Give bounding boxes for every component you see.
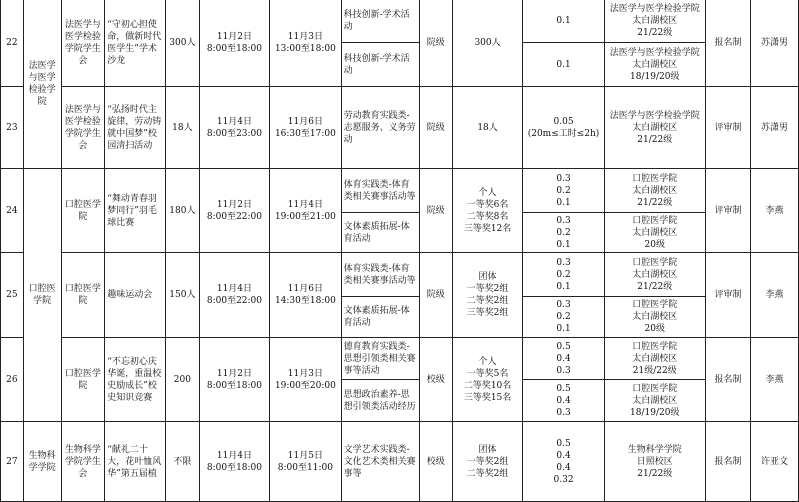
activity-time: 11月3日 13:00至18:00 — [270, 0, 341, 87]
contact-person: 苏潇男 — [751, 87, 799, 169]
activity-name: “献礼二十大，花叶恤风华”第五届植 — [105, 422, 166, 502]
organizer-cell: 生物科学学院学生会 — [61, 422, 105, 502]
selection-method: 评审制 — [705, 169, 750, 253]
target-audience: 口腔医学院 太白湖校区 21/22级 — [604, 169, 705, 213]
target-audience: 口腔医学院 太白湖校区 18/19/20级 — [604, 380, 705, 422]
credit-category: 体育实践类-体育类相关赛事活动等 — [341, 253, 419, 297]
registration-time: 11月2日 8:00至18:00 — [199, 338, 270, 422]
credit-category: 劳动教育实践类-志愿服务、义务劳动 — [341, 87, 419, 169]
credit-category: 文体素质拓展-体育活动 — [341, 297, 419, 338]
table-row — [1, 253, 799, 297]
activity-level: 院级 — [419, 169, 452, 253]
table-row — [1, 338, 799, 380]
activity-name: “舞动青春羽梦同行”羽毛球比赛 — [105, 169, 166, 253]
activity-level: 校级 — [419, 422, 452, 502]
credit-values: 0.05 (20m≤工时≤2h) — [523, 87, 604, 169]
participant-count: 200 — [166, 338, 200, 422]
credit-category: 德育教育实践类-思想引领类相关赛事等活动 — [341, 338, 419, 380]
credit-category: 文体素质拓展-体育活动 — [341, 213, 419, 253]
credit-category: 体育实践类-体育类相关赛事活动等 — [341, 169, 419, 213]
award-scale: 团体 一等奖2组 二等奖2组 — [452, 422, 523, 502]
credit-values: 0.5 0.4 0.4 0.32 — [523, 422, 604, 502]
credit-category: 科技创新-学术活动 — [341, 43, 419, 87]
college-cell: 生物科学学院 — [23, 422, 61, 502]
activity-name: “弘扬时代主旋律，劳动铸就中国梦”校园清扫活动 — [105, 87, 166, 169]
participant-count: 180人 — [166, 169, 200, 253]
activity-time: 11月6日 14:30至18:00 — [270, 253, 341, 338]
college-cell: 法医学与医学检验学院 — [23, 0, 61, 169]
credit-values: 0.5 0.4 0.3 — [523, 380, 604, 422]
organizer-cell: 口腔医学院 — [61, 169, 105, 253]
organizer-cell: 法医学与医学检验学院学生会 — [61, 0, 105, 87]
target-audience: 法医学与医学检验学院 太白湖校区 18/19/20级 — [604, 43, 705, 87]
award-scale: 个人 一等奖5名 二等奖10名 三等奖15名 — [452, 338, 523, 422]
organizer-cell: 口腔医学院 — [61, 253, 105, 338]
participant-count: 18人 — [166, 87, 200, 169]
row-number: 26 — [1, 338, 24, 422]
contact-person: 李燕 — [751, 169, 799, 253]
selection-method: 评审制 — [705, 253, 750, 338]
table-row — [1, 169, 799, 213]
registration-time: 11月2日 8:00至18:00 — [199, 0, 270, 87]
participant-count: 300人 — [166, 0, 200, 87]
target-audience: 法医学与医学检验学院 太白湖校区 21/22级 — [604, 87, 705, 169]
contact-person: 李燕 — [751, 338, 799, 422]
activity-level: 院级 — [419, 87, 452, 169]
credit-values: 0.1 — [523, 0, 604, 43]
award-scale: 300人 — [452, 0, 523, 87]
credit-values: 0.3 0.2 0.1 — [523, 253, 604, 297]
credit-category: 思想政治素养-思想引领类活动经历 — [341, 380, 419, 422]
row-number: 25 — [1, 253, 24, 338]
contact-person: 苏潇男 — [751, 0, 799, 87]
row-number: 23 — [1, 87, 24, 169]
target-audience: 口腔医学院 太白湖校区 21/22级 — [604, 253, 705, 297]
credit-values: 0.1 — [523, 43, 604, 87]
row-number: 24 — [1, 169, 24, 253]
credit-category: 科技创新-学术活动 — [341, 0, 419, 43]
selection-method: 报名制 — [705, 338, 750, 422]
organizer-cell: 法医学与医学检验学院学生会 — [61, 87, 105, 169]
organizer-cell: 口腔医学院 — [61, 338, 105, 422]
activity-time: 11月5日 8:00至11:00 — [270, 422, 341, 502]
row-number: 22 — [1, 0, 24, 87]
activity-level: 院级 — [419, 253, 452, 338]
table-row — [1, 87, 799, 169]
activity-time: 11月4日 19:00至21:00 — [270, 169, 341, 253]
activity-name: “不忘初心庆华诞，重温校史励成长”校史知识竞赛 — [105, 338, 166, 422]
credit-values: 0.5 0.4 0.3 — [523, 338, 604, 380]
table-row — [1, 0, 799, 43]
activity-name: 趣味运动会 — [105, 253, 166, 338]
activity-time: 11月6日 16:30至17:00 — [270, 87, 341, 169]
selection-method: 报名制 — [705, 0, 750, 87]
activity-level: 院级 — [419, 0, 452, 87]
participant-count: 150人 — [166, 253, 200, 338]
award-scale: 团体 一等奖2组 二等奖2组 三等奖2组 — [452, 253, 523, 338]
credit-category: 文学艺术实践类-文化艺术类相关赛事等 — [341, 422, 419, 502]
target-audience: 口腔医学院 太白湖校区 20级 — [604, 213, 705, 253]
registration-time: 11月2日 8:00至22:00 — [199, 169, 270, 253]
target-audience: 口腔医学院 太白湖校区 20级 — [604, 297, 705, 338]
selection-method: 评审制 — [705, 87, 750, 169]
registration-time: 11月4日 8:00至18:00 — [199, 422, 270, 502]
row-number: 27 — [1, 422, 24, 502]
registration-time: 11月4日 8:00至22:00 — [199, 253, 270, 338]
target-audience: 生物科学学院 日照校区 21/22级 — [604, 422, 705, 502]
contact-person: 许亚文 — [751, 422, 799, 502]
award-scale: 18人 — [452, 87, 523, 169]
target-audience: 口腔医学院 太白湖校区 21级/22级 — [604, 338, 705, 380]
registration-time: 11月4日 8:00至23:00 — [199, 87, 270, 169]
contact-person: 李燕 — [751, 253, 799, 338]
target-audience: 法医学与医学检验学院 太白湖校区 21/22级 — [604, 0, 705, 43]
table-row — [1, 422, 799, 502]
credit-values: 0.3 0.2 0.1 — [523, 169, 604, 213]
college-cell: 口腔医学院 — [23, 169, 61, 422]
activity-time: 11月3日 19:00至20:00 — [270, 338, 341, 422]
activity-name: “守初心担使命，做新时代医学生”学术沙龙 — [105, 0, 166, 87]
credit-values: 0.3 0.2 0.1 — [523, 297, 604, 338]
participant-count: 不限 — [166, 422, 200, 502]
award-scale: 个人 一等奖6名 二等奖8名 三等奖12名 — [452, 169, 523, 253]
activity-level: 校级 — [419, 338, 452, 422]
selection-method: 报名制 — [705, 422, 750, 502]
credit-values: 0.3 0.2 0.1 — [523, 213, 604, 253]
